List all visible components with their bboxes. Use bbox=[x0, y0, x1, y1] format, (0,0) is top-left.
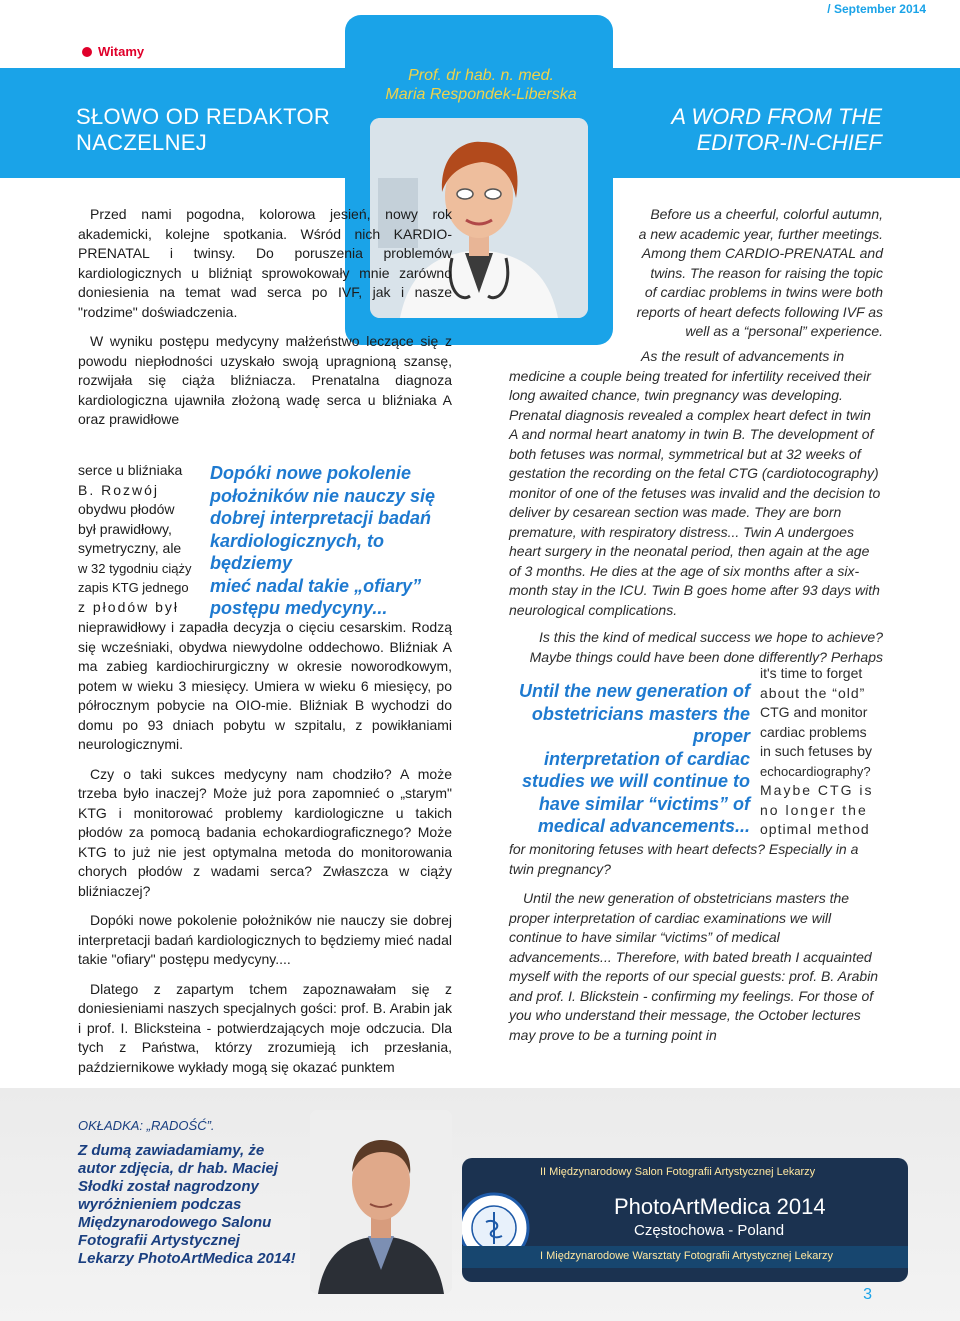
section-label bbox=[82, 44, 144, 59]
pl-paragraph-2a: W wyniku postępu medycyny małżeństwo leczące się z powodu niepłodności uzyskało swoją upragnioną szansę, rozwijała się ciąża bliźniacza. Prenatalna diagnoza kardiologiczna ujawniła złożoną wadę serca u bliźniaka A oraz prawidłowe bbox=[78, 333, 452, 427]
poster-workshop-text: I Międzynarodowe Warsztaty Fotografii Artystycznej Lekarzy bbox=[540, 1250, 834, 1262]
en-line: twins. The reason for raising the topic bbox=[650, 264, 883, 281]
pull-quote-line: kardiologicznych, to będziemy bbox=[210, 530, 385, 573]
english-column bbox=[509, 347, 883, 667]
en-line: a new academic year, further meetings. bbox=[638, 225, 883, 242]
photographer-portrait-icon bbox=[310, 1110, 452, 1294]
pl-line: B. Rozwój bbox=[78, 481, 160, 498]
pl-line: w 32 tygodniu ciąży bbox=[78, 560, 192, 576]
en-line: Maybe things could have been done differently? Perhaps bbox=[529, 648, 883, 665]
en-paragraph-2: As the result of advancements in medicine a couple being treated for infertility received their long awaited chance, twin pregnancy was developing. Prenatal diagnosis revealed a complex heart defect in twin A and normal heart anatomy in twin B. The development of both fetuses was normal, symmetrical but at 32 weeks of gestation the recording on the fetal CTG (cardiotocography) monitor of one of the fetuses was invalid and the decision to deliver by cesarean section was made. They are born premature, with respiratory distress... Twin A undergoes heart surgery in the neonatal period, then again at the age of 3 months. He dies at the age of six months after a six-month stay in the ICU. Twin B goes home after 93 days with neurological complications. bbox=[509, 348, 881, 618]
photoartmedica-poster bbox=[462, 1158, 908, 1282]
poster-city: Częstochowa - Poland bbox=[634, 1222, 785, 1239]
pull-quote-line: postępu medycyny... bbox=[210, 598, 388, 618]
en-line: cardiac problems bbox=[760, 723, 867, 740]
pull-quote-line: interpretation of cardiac bbox=[543, 748, 750, 769]
title-english bbox=[671, 104, 882, 156]
pl-line: obydwu płodów bbox=[78, 501, 175, 517]
en-line: in such fetuses by bbox=[760, 743, 873, 759]
pl-line: symetryczny, ale bbox=[78, 540, 182, 556]
en-line: well as a “personal” experience. bbox=[685, 323, 883, 339]
title-english-line: EDITOR-IN-CHIEF bbox=[696, 130, 882, 155]
pull-quote-line: obstetricians masters the proper bbox=[531, 703, 750, 746]
en-line: Before us a cheerful, colorful autumn, bbox=[650, 206, 883, 222]
pull-quote-line: have similar “victims” of bbox=[538, 793, 750, 814]
en-line: CTG and monitor bbox=[760, 704, 868, 720]
en-line: Among them CARDIO-PRENATAL and bbox=[641, 245, 883, 261]
en-paragraph-3a bbox=[509, 628, 883, 667]
pull-quote-line: Dopóki nowe pokolenie bbox=[210, 463, 412, 483]
en-line: of cardiac problems in twins were both bbox=[644, 284, 883, 300]
issue-date: / September 2014 bbox=[827, 2, 926, 16]
english-column-cont bbox=[509, 840, 883, 1053]
pl-line: z płodów był bbox=[78, 598, 180, 615]
pl-paragraph-3: Czy o taki sukces medycyny nam chodziło? A może trzeba było inaczej? Może już pora zapomnieć o „starym" KTG i monitorować problemy kardiologiczne u takich płodów za pomocą badania echokardiograficznego? Może KTG to już nie jest optymalna metoda do monitorowania chorych płodów z wadami serca? Zwłaszcza w ciąży bliźniaczej? bbox=[78, 765, 452, 899]
pl-line: zapis KTG jednego bbox=[78, 580, 189, 595]
poster-title: PhotoArtMedica 2014 bbox=[614, 1194, 826, 1219]
poster-heading: II Międzynarodowy Salon Fotografii Artystycznej Lekarzy bbox=[540, 1166, 816, 1178]
pl-paragraph-2b: nieprawidłowy i zapadła decyzja o cięciu cesarskim. Rodzą się wcześniaki, obydwa niewydolne oddechowo. Bliźniak A ma zabieg kardiochirurgiczny w okresie noworodkowym, potem w wieku 3 miesięcy. Umiera w wieku 6 miesięcy, po półrocznym pobycie na OIO-mie. Bliźniak B wychodzi do domu po 93 dniach pobytu w szpitalu, z powikłaniami neurologicznymi. bbox=[78, 619, 452, 752]
en-line: no longer the bbox=[760, 801, 868, 818]
pull-quote-line: położników nie nauczy się bbox=[210, 485, 436, 506]
pl-paragraph-4: Dopóki nowe pokolenie położników nie nauczy sie dobrej interpretacji badań kardiologicznych to będziemy mieć nadal takie "ofiary" postępu medycyny.... bbox=[78, 912, 452, 967]
en-line: about the “old” bbox=[760, 684, 866, 701]
title-polish-line: NACZELNEJ bbox=[76, 130, 208, 155]
en-line: optimal method bbox=[760, 821, 870, 837]
poster-footer-bar bbox=[462, 1246, 908, 1268]
english-intro bbox=[509, 205, 883, 342]
photographer-photo bbox=[310, 1110, 452, 1294]
polish-pull-quote bbox=[210, 462, 460, 620]
pull-quote-line: Until the new generation of bbox=[518, 681, 750, 701]
en-narrow-lines bbox=[760, 664, 883, 840]
pl-paragraph-5: Dlatego z zapartym tchem zapoznawałam się z doniesieniami naszych specjalnych gości: prof. B. Arabin jak i prof. I. Blicksteina - potwierdzających moje odczucia. Dla tych z Państwa, którzy zrozumieją ich przesłania, październikowe wykłady mogą się okazać punktem bbox=[78, 980, 452, 1075]
en-line: Maybe CTG is bbox=[760, 782, 874, 798]
bullet-dot-icon bbox=[82, 47, 92, 57]
pull-quote-line: dobrej interpretacji badań bbox=[210, 508, 432, 528]
cover-label: OKŁADKA: „RADOŚĆ”. bbox=[78, 1118, 215, 1133]
pull-quote-line: medical advancements... bbox=[537, 816, 750, 836]
pl-line: był prawidłowy, bbox=[78, 520, 172, 537]
polish-column bbox=[78, 205, 452, 438]
en-line: it's time to forget bbox=[760, 665, 863, 681]
title-polish-line: SŁOWO OD REDAKTOR bbox=[76, 104, 331, 129]
cover-announcement: Z dumą zawiadamiamy, że autor zdjęcia, dr hab. Maciej Słodki został nagrodzony wyróżnieniem podczas Międzynarodowego Salonu Fotografii Artystycznej Lekarzy PhotoArtMedica 2014! bbox=[78, 1142, 296, 1267]
pl-narrow-lines bbox=[78, 461, 203, 617]
en-paragraph-3b: for monitoring fetuses with heart defects? Especially in a twin pregnancy? bbox=[509, 841, 859, 877]
en-line: reports of heart defects following IVF as bbox=[636, 303, 883, 320]
title-polish bbox=[76, 104, 330, 156]
polish-column-cont bbox=[78, 618, 452, 1085]
author-full-name: Maria Respondek-Liberska bbox=[385, 86, 577, 103]
section-label-text: Witamy bbox=[98, 44, 145, 59]
author-name bbox=[350, 66, 612, 104]
pull-quote-line: mieć nadal takie „ofiary” bbox=[210, 575, 422, 596]
issue-date-tab bbox=[760, 0, 960, 16]
author-title: Prof. dr hab. n. med. bbox=[408, 67, 554, 84]
page-number: 3 bbox=[863, 1286, 872, 1303]
en-line: Is this the kind of medical success we hope to achieve? bbox=[539, 629, 883, 645]
en-paragraph-4: Until the new generation of obstetricians masters the proper interpretation of cardiac examinations we will continue to have similar “victims” of medical advancements... Therefore, with bated breath I acquainted myself with the reports of our special guests: prof. B. Arabin and prof. I. Blickstein - confirming my feelings. For those of you who understand their message, the October lectures may prove to be a turning point in bbox=[509, 890, 879, 1043]
pull-quote-line: studies we will continue to bbox=[521, 771, 750, 791]
en-line: echocardiography? bbox=[760, 763, 871, 779]
pl-line: serce u bliźniaka bbox=[78, 462, 183, 478]
pl-paragraph-1: Przed nami pogodna, kolorowa jesień, nowy rok akademicki, kolejne spotkania. Wśród nich KARDIO-PRENATAL i twinsy. Do poruszenia problemów kardiologicznych u bliźniąt sprowokowały mnie zarówno doniesienia na temat wad serca po IVF, jak i nasze "rodzime" doświadczenia. bbox=[78, 206, 452, 320]
english-pull-quote bbox=[478, 680, 750, 838]
title-english-line: A WORD FROM THE bbox=[671, 104, 882, 129]
